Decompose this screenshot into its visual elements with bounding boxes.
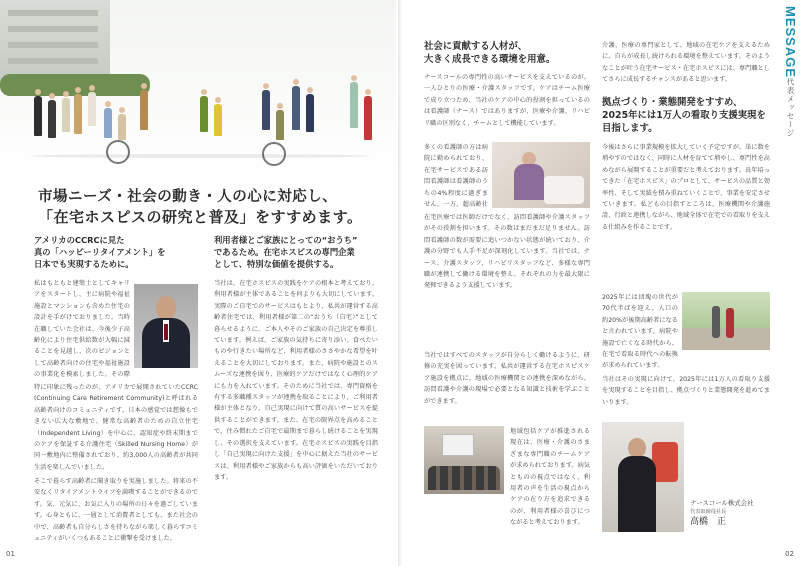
company-name: ナースコール株式会社 [690,499,754,507]
ceo-photo [602,422,684,532]
right-column-1 [424,40,590,556]
col1-text-ccrc: 特に印象に残ったのが、アメリカで展開されていたCCRC (Continuing Care Retirement Community)と呼ばれる高齢者向けのコミュニティです。日本の感覚では想像もできない広大な敷地で、健常な高齢者のための自立住宅（Independent Living）を中心に、認知症や終末期までのケアを保証する介護住宅（Skilled Nursing Home）が同一敷地内に整備されており、約3,000人の高齢者が共同生活を楽しんでいました。 [34,384,198,471]
col1-text-intro: 私はもともと建築士としてキャリアをスタートし、主に病院や福祉施設とマンションも含めた住宅の設計を手がけておりました。当時在職していた会社は、今後少子高齢化により住宅供給数が大幅に減ることを見越し、次のビジョンとして高齢者向けの住宅や福祉施設の事業化を模索しました。その際 [34,280,130,379]
right-col2-text-1: 介護、医療の専門家として、地域の在宅ケアを支えるために、自らが成長し続けられる環境を整えています。そのようなことが叶う在宅サービス・在宅ホスピスには、専門職としてさらに成長するチャンスがあると思います。 [602,42,770,84]
sidebar-subtitle: 代表メッセージ [786,78,795,138]
right-col1-text-2: 多くの看護師の方は病院に勤められており、在宅サービスである訪問看護師は看護師のうちの4%程度に過ぎません。一方、超高齢社 [424,144,488,209]
headline-line-1: 市場ニーズ・社会の動き・人の心に対応し、 [38,188,338,205]
gutter-divider [398,0,402,566]
right-col1-text-1: ナースコールの専門性の高いサービスを支えているのが、一人ひとりの医療・介護スタッフです。ケアはチーム医療で成り立つため、当社のケアの中心的役割を担っているのは看護師（ナース）ではありますが、医療や介護、リハビリ職の区別なく、チームとして機能しています。 [424,74,590,127]
right-col1-text-4: 当社ではすべてのスタッフが自分らしく働けるように、研修の充実を図っています。私共が運営する在宅ホスピスケア施設を拠点に、地域の医療機関との連携を深めながら、訪問看護や介護の現場で必要となる知識と技術を学ぶことができます。 [424,352,590,405]
col2-text: 当社は、在宅ホスピスの実践をケアの根本と考えており、利用者様が主体であることを何よりも大切にしています。実際のご自宅でのサービスはもとより、私共が運営する高齢者住宅では、利用者様が第二の“おうち（自宅）”として暮らせるように、ご本人やそのご家族の自己決定を尊重しています。例えば、ご家族の気持ちに寄り添い、食べたいものや行きたい場所など、利用者様のささやかな希望を叶えることを大切にしております。また、病院や施設とのスムーズな連携を図り、医療的ケアだけではなく心理的ケアにも力を入れています。そのために当社では、専門資格を有する多職種スタッフが連携を取ることにより、ご利用者様が主体となり、自己実現に向けて質の高いサービスを提供することができます。また、在宅の限界点を高めることで、住み慣れたご自宅で最期まで暮らし続けることを実現し、その選択を支えています。在宅ホスピスの実践を目指し「自己実現に向けた支援」を中心に据えた当社のサービスは、利用者様やご家族からも高い評価をいただいております。 [214,280,378,481]
page-number-left: 01 [6,550,15,558]
photo-caption: 地域包括ケアが推進される現在は、医療・介護のさまざまな専門職のチームケアが求められております。病気とものの視点ではなく、利用者の声を生活の視点からケアの在り方を追求できるのが、利用者様の喜びにつながると考えております。 [510,428,590,527]
right-col2-text-4: 当社はその実現に向けて、2025年には1万人の看取り支援を実現することを目指し、拠点づくりと業態開発を進めてまいります。 [602,376,770,406]
left-column-2 [214,234,378,552]
shrubbery-image [0,74,150,96]
left-column-1 [34,234,198,552]
portrait-photo [134,284,198,368]
col2-heading: 利用者様とご家族にとっての“おうち” であるため。在宅ホスピスの専門企業 として、特別な価値を提供する。 [214,235,358,269]
signature-block [690,498,770,529]
section-sidebar [778,0,800,566]
right-col2-heading: 拠点づくり・業態開発をすすめ、 2025年には1万人の看取り支援実現を 目指します。 [602,97,766,134]
sidebar-title: MESSAGE [783,6,798,79]
seminar-photo [424,426,504,494]
right-col1-heading: 社会に貢献する人材が、 大きく成長できる環境を用意。 [424,41,556,65]
right-col2-text-2: 今後はさらに事業規模を拡大していく予定ですが、単に数を増やすのではなく、同時に人材を育てて増やし、専門性を高めながら展開することが重要だと考えております。長年培ってきた「在宅ホスピス」のプロとして、サービスの品質と効率性、そして実績を積み重ねていくことで、事業を安定させていきます。私どもの目指すところは、医療機関や介護施設、行政と連携しながら、地域全体で在宅での看取りを支える仕組みを作ることです。 [602,144,770,231]
hero-figurines-image [0,0,396,175]
page-headline [38,186,368,228]
care-photo [492,142,590,208]
col1-text-impression: そこで暮らす高齢者に聞き取りを実施しました。将来の不安なくリタイアメントライフを満喫することができるのです。気、元気に、お気に入りの場所の日々を過ごしています。心身ともに、一層として消費者としても、また社会の中で、高齢者も自分らしさを持ちながら楽しく暮らすコミュニティがいくつもあることに衝撃を受けました。 [34,478,198,543]
right-col2-text-3: 2025年には団塊の世代が70代半ばを迎え、人口の約20%が後期高齢者になると言われています。病院や施設で亡くなる時代から、在宅で看取る時代への転換が求められています。 [602,294,678,370]
ceo-name: 高橋 正 [690,517,727,527]
page-number-right: 02 [785,550,794,558]
right-column-2 [602,40,770,556]
walking-photo [682,292,770,350]
ceo-role: 代表取締役社長 [690,509,727,515]
col1-heading: アメリカのCCRCに見た 真の「ハッピーリタイアメント」を 日本でも実現するために。 [34,235,166,269]
right-col1-text-3: 在宅医療では医師だけでなく、訪問看護師や介護スタッフがその役割を担います。その数はまだまだ足りません。訪問看護師の数が需要に追いつかない状態が続いており、介護の分野でも人手不足が深刻化しています。当社では、ナース、介護スタッフ、リハビリスタッフなど、多様な専門職が連携して働ける環境を整え、それぞれの力を最大限に発揮できるよう支援しています。 [424,214,590,290]
headline-line-2: 「在宅ホスピスの研究と普及」をすすめます。 [38,208,363,226]
